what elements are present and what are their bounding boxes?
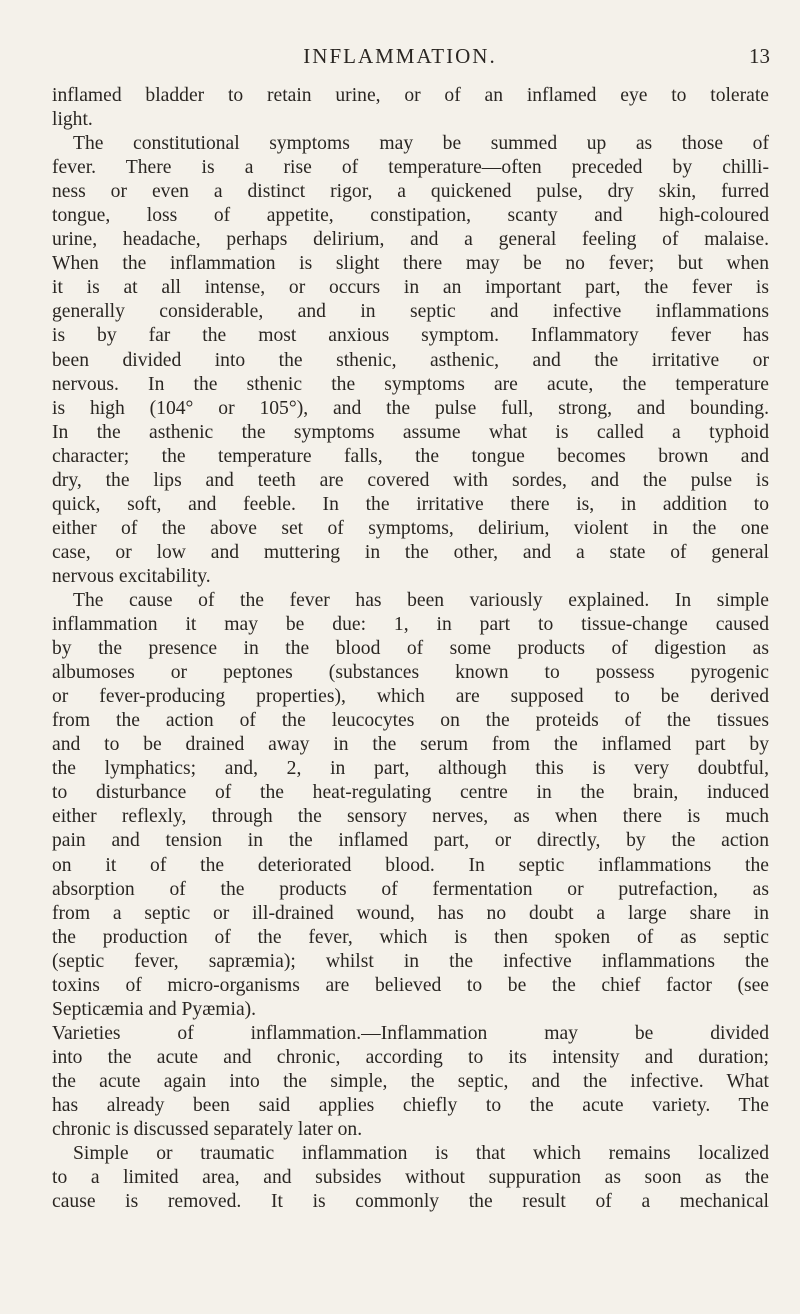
running-head	[0, 44, 800, 72]
text-line: toxins of micro-organisms are believed to be the chief factor (see	[52, 974, 769, 996]
text-line: to a limited area, and subsides without suppuration as soon as the	[52, 1167, 769, 1189]
text-line: The cause of the fever has been variously explained. In simple	[73, 589, 769, 611]
text-line: is high (104° or 105°), and the pulse full, strong, and bounding.	[52, 397, 769, 419]
text-line: the production of the fever, which is then spoken of as septic	[52, 926, 769, 948]
text-line: light.	[52, 109, 93, 131]
text-line: and to be drained away in the serum from the inflamed part by	[52, 734, 769, 756]
body-text	[52, 84, 769, 1214]
text-line: the lymphatics; and, 2, in part, although this is very doubtful,	[52, 758, 769, 780]
text-line: albumoses or peptones (substances known to possess pyrogenic	[52, 662, 769, 684]
text-line: pain and tension in the inflamed part, or directly, by the action	[52, 830, 769, 852]
text-line: (septic fever, sapræmia); whilst in the infective inflammations the	[52, 950, 769, 972]
text-line: The constitutional symptoms may be summed up as those of	[73, 133, 769, 155]
text-line: nervous. In the sthenic the symptoms are acute, the temperature	[52, 373, 769, 395]
text-line: from a septic or ill-drained wound, has no doubt a large share in	[52, 902, 769, 924]
text-line: When the inflammation is slight there may be no fever; but when	[52, 253, 769, 275]
section-heading-line: Varieties of inflammation.—Inflammation may be divided	[52, 1022, 769, 1044]
page-number: 13	[749, 44, 770, 68]
text-line: by the presence in the blood of some products of digestion as	[52, 638, 769, 660]
text-line: character; the temperature falls, the tongue becomes brown and	[52, 445, 769, 467]
text-line: urine, headache, perhaps delirium, and a general feeling of malaise.	[52, 229, 769, 251]
text-line: is by far the most anxious symptom. Inflammatory fever has	[52, 325, 769, 347]
text-line: from the action of the leucocytes on the proteids of the tissues	[52, 710, 769, 732]
text-line: inflammation it may be due: 1, in part to tissue-change caused	[52, 614, 769, 636]
text-line: absorption of the products of fermentation or putrefaction, as	[52, 878, 769, 900]
text-line: nervous excitability.	[52, 565, 211, 587]
text-line: either of the above set of symptoms, delirium, violent in the one	[52, 517, 769, 539]
text-line: fever. There is a rise of temperature—often preceded by chilli-	[52, 157, 769, 179]
text-line: has already been said applies chiefly to the acute variety. The	[52, 1094, 769, 1116]
text-line: ness or even a distinct rigor, a quickened pulse, dry skin, furred	[52, 181, 769, 203]
text-line: or fever-producing properties), which are supposed to be derived	[52, 686, 769, 708]
running-title: INFLAMMATION.	[303, 44, 497, 68]
text-line: the acute again into the simple, the septic, and the infective. What	[52, 1070, 769, 1092]
text-line: In the asthenic the symptoms assume what is called a typhoid	[52, 421, 769, 443]
text-line: cause is removed. It is commonly the result of a mechanical	[52, 1191, 769, 1213]
text-line: Simple or traumatic inflammation is that which remains localized	[73, 1143, 769, 1165]
text-line: into the acute and chronic, according to its intensity and duration;	[52, 1046, 769, 1068]
text-line: tongue, loss of appetite, constipation, scanty and high-coloured	[52, 205, 769, 227]
text-line: dry, the lips and teeth are covered with sordes, and the pulse is	[52, 469, 769, 491]
text-line: inflamed bladder to retain urine, or of an inflamed eye to tolerate	[52, 85, 769, 106]
text-line: Septicæmia and Pyæmia).	[52, 998, 257, 1020]
text-line: on it of the deteriorated blood. In septic inflammations the	[52, 854, 769, 876]
text-line: generally considerable, and in septic and infective inflammations	[52, 301, 769, 323]
text-line: it is at all intense, or occurs in an important part, the fever is	[52, 277, 769, 299]
text-line: either reflexly, through the sensory nerves, as when there is much	[52, 806, 769, 828]
text-line: case, or low and muttering in the other, and a state of general	[52, 541, 769, 563]
text-line: quick, soft, and feeble. In the irritative there is, in addition to	[52, 493, 769, 515]
text-line: to disturbance of the heat-regulating centre in the brain, induced	[52, 782, 769, 804]
text-line: chronic is discussed separately later on.	[52, 1119, 363, 1141]
text-line: been divided into the sthenic, asthenic, and the irritative or	[52, 349, 769, 371]
